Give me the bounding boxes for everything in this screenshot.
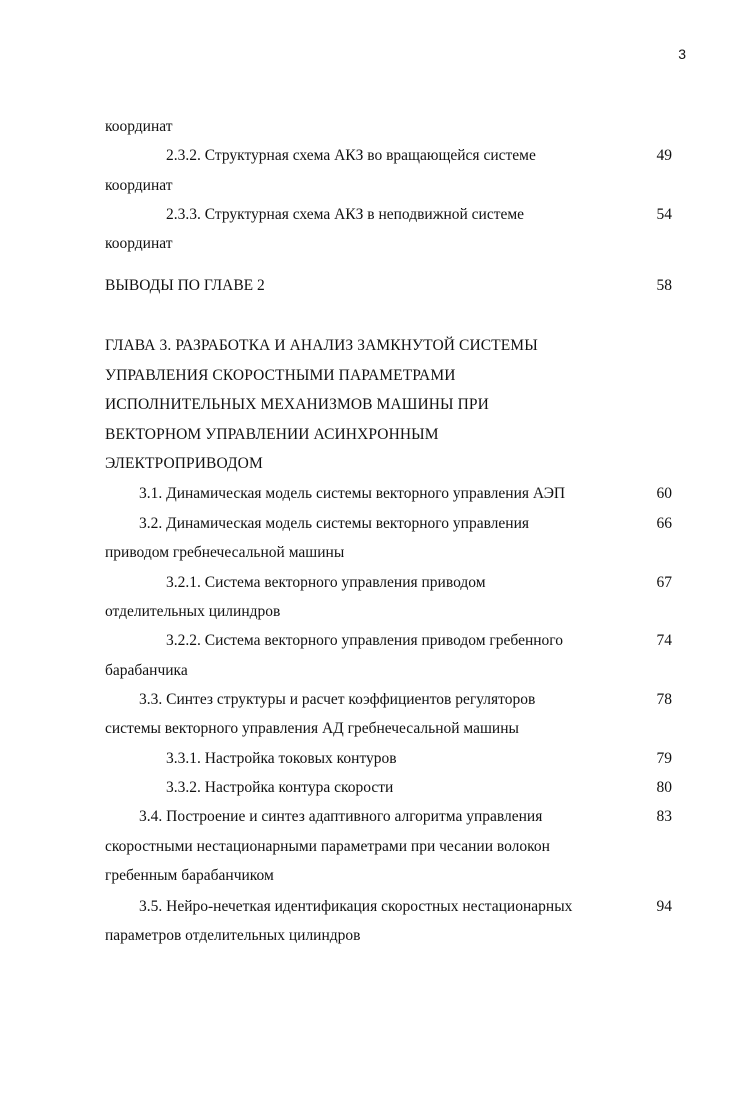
toc-chapter-3-title: ВЕКТОРНОМ УПРАВЛЕНИИ АСИНХРОННЫМ	[105, 426, 439, 443]
toc-page-number: 60	[656, 485, 672, 502]
toc-page-number: 58	[656, 277, 672, 294]
toc-chapter-3-title: ИСПОЛНИТЕЛЬНЫХ МЕХАНИЗМОВ МАШИНЫ ПРИ	[105, 396, 489, 413]
toc-page-number: 78	[656, 691, 672, 708]
toc-page-number: 49	[656, 147, 672, 164]
toc-page-number: 54	[656, 206, 672, 223]
toc-entry-3-5: 3.5. Нейро-нечеткая идентификация скоростных нестационарных	[139, 898, 573, 915]
toc-continuation: координат	[105, 177, 173, 194]
toc-continuation: скоростными нестационарными параметрами при чесании волокон	[105, 838, 550, 855]
toc-entry-2-3-3: 2.3.3. Структурная схема АКЗ в неподвижной системе	[166, 206, 525, 223]
toc-page-number: 74	[656, 632, 672, 649]
toc-entry-2-3-2: 2.3.2. Структурная схема АКЗ во вращающейся системе	[166, 147, 536, 164]
toc-entry-3-3: 3.3. Синтез структуры и расчет коэффициентов регуляторов	[139, 691, 536, 708]
toc-chapter-3-title: ГЛАВА 3. РАЗРАБОТКА И АНАЛИЗ ЗАМКНУТОЙ СИСТЕМЫ	[105, 337, 538, 354]
toc-page-number: 94	[656, 898, 672, 915]
toc-page-number: 79	[656, 750, 672, 767]
toc-entry-3-2-1: 3.2.1. Система векторного управления приводом	[166, 574, 486, 591]
toc-entry-3-3-2: 3.3.2. Настройка контура скорости	[166, 779, 394, 796]
toc-continuation: координат	[105, 118, 173, 135]
toc-continuation: отделительных цилиндров	[105, 603, 281, 620]
toc-continuation: параметров отделительных цилиндров	[105, 927, 361, 944]
toc-chapter-3-title: УПРАВЛЕНИЯ СКОРОСТНЫМИ ПАРАМЕТРАМИ	[105, 367, 456, 384]
toc-entry-3-2: 3.2. Динамическая модель системы векторного управления	[139, 515, 530, 532]
toc-page-number: 67	[656, 574, 672, 591]
toc-chapter-3-title: ЭЛЕКТРОПРИВОДОМ	[105, 455, 263, 472]
toc-continuation: системы векторного управления АД гребнечесальной машины	[105, 720, 519, 737]
toc-entry-3-3-1: 3.3.1. Настройка токовых контуров	[166, 750, 397, 767]
toc-entry-3-2-2: 3.2.2. Система векторного управления приводом гребенного	[166, 632, 564, 649]
toc-page-number: 80	[656, 779, 672, 796]
toc-continuation: барабанчика	[105, 662, 188, 679]
toc-continuation: приводом гребнечесальной машины	[105, 544, 345, 561]
toc-entry-3-1: 3.1. Динамическая модель системы векторного управления АЭП	[139, 485, 566, 502]
toc-page-number: 83	[656, 808, 672, 825]
toc-continuation: гребенным барабанчиком	[105, 867, 274, 884]
toc-continuation: координат	[105, 235, 173, 252]
toc-entry-3-4: 3.4. Построение и синтез адаптивного алгоритма управления	[139, 808, 543, 825]
toc-conclusions-chapter-2: ВЫВОДЫ ПО ГЛАВЕ 2	[105, 277, 265, 294]
toc-page-number: 66	[656, 515, 672, 532]
page-number: 3	[678, 46, 686, 62]
